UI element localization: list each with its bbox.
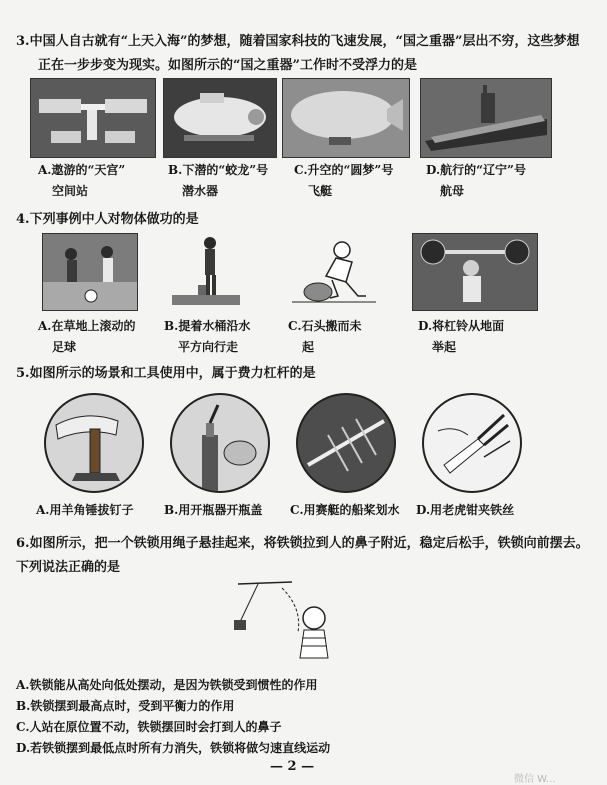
q5-option-d[interactable]: D.用老虎钳夹铁丝	[416, 503, 515, 517]
q6-option-c[interactable]: C.人站在原位置不动，铁锁摆回时会打到人的鼻子	[16, 720, 282, 734]
q4-option-c[interactable]	[288, 316, 362, 358]
q3-option-a[interactable]	[38, 160, 125, 202]
q6-pendulum-lock-image	[222, 578, 352, 670]
q3-option-b-line1: B.下潜的“蛟龙”号	[168, 163, 269, 177]
q6-option-d[interactable]: D.若铁锁摆到最低点时所有力消失，铁锁将做匀速直线运动	[16, 741, 331, 755]
q3-b-submersible-image	[163, 78, 277, 158]
watermark: 微信 W...	[514, 774, 556, 785]
q4-option-a-line2: 足球	[52, 340, 77, 354]
q3-stem-line2: 正在一步步变为现实。如图所示的“国之重器”工作时不受浮力的是	[38, 58, 417, 73]
q3-option-a-line1: A.遨游的“天宫”	[38, 163, 126, 177]
q4-b-bucket-walk-image	[172, 233, 240, 309]
q6-stem-line1: 6.如图所示，把一个铁锁用绳子悬挂起来，将铁锁拉到人的鼻子附近，稳定后松手，铁锁向前摆去。	[16, 536, 589, 551]
q3-option-d-line2: 航母	[440, 184, 465, 198]
q4-option-c-line2: 起	[302, 340, 315, 354]
q3-d-aircraft-carrier-image	[420, 78, 552, 158]
q3-option-a-line2: 空间站	[52, 184, 89, 198]
q3-option-b[interactable]	[168, 160, 268, 202]
q4-stem: 4.下列事例中人对物体做功的是	[16, 212, 199, 227]
q4-option-d-line1: D.将杠铃从地面	[418, 319, 505, 333]
q5-b-bottle-opener-image	[170, 393, 270, 493]
q5-stem: 5.如图所示的场景和工具使用中，属于费力杠杆的是	[16, 366, 316, 381]
q5-option-a[interactable]: A.用羊角锤拔钉子	[36, 503, 134, 517]
q4-option-d[interactable]	[418, 316, 504, 358]
q3-option-d-line1: D.航行的“辽宁”号	[426, 163, 526, 177]
page-number: — 2 —	[270, 759, 315, 774]
q4-option-a-line1: A.在草地上滚动的	[38, 319, 136, 333]
q4-c-lift-stone-image	[292, 236, 376, 308]
q4-d-barbell-image	[412, 233, 538, 311]
q3-option-d[interactable]	[426, 160, 526, 202]
q4-option-d-line2: 举起	[432, 340, 457, 354]
q6-option-b[interactable]: B.铁锁摆到最高点时，受到平衡力的作用	[16, 699, 235, 713]
q3-option-c-line1: C.升空的“圆梦”号	[294, 163, 394, 177]
q3-c-airship-image	[282, 78, 410, 158]
q5-c-rowing-image	[296, 393, 396, 493]
q6-stem-line2: 下列说法正确的是	[16, 560, 121, 575]
q4-option-b-line1: B.提着水桶沿水	[164, 319, 251, 333]
q3-option-b-line2: 潜水器	[182, 184, 219, 198]
q4-option-b[interactable]	[164, 316, 250, 358]
q4-a-football-image	[42, 233, 138, 311]
q3-option-c-line2: 飞艇	[308, 184, 333, 198]
q3-a-space-station-image	[30, 78, 156, 158]
q4-option-a[interactable]	[38, 316, 136, 358]
q5-d-pliers-image	[422, 393, 522, 493]
q5-option-c[interactable]: C.用赛艇的船桨划水	[290, 503, 400, 517]
q4-option-b-line2: 平方向行走	[178, 340, 239, 354]
q5-option-b[interactable]: B.用开瓶器开瓶盖	[164, 503, 263, 517]
q3-option-c[interactable]	[294, 160, 393, 202]
q3-stem-line1: 3.中国人自古就有“上天入海”的梦想，随着国家科技的飞速发展，“国之重器”层出不穷，这些梦想	[16, 34, 580, 49]
q6-option-a[interactable]: A.铁锁能从高处向低处摆动，是因为铁锁受到惯性的作用	[16, 678, 318, 692]
q5-a-hammer-image	[44, 393, 144, 493]
q4-option-c-line1: C.石头搬而未	[288, 319, 362, 333]
